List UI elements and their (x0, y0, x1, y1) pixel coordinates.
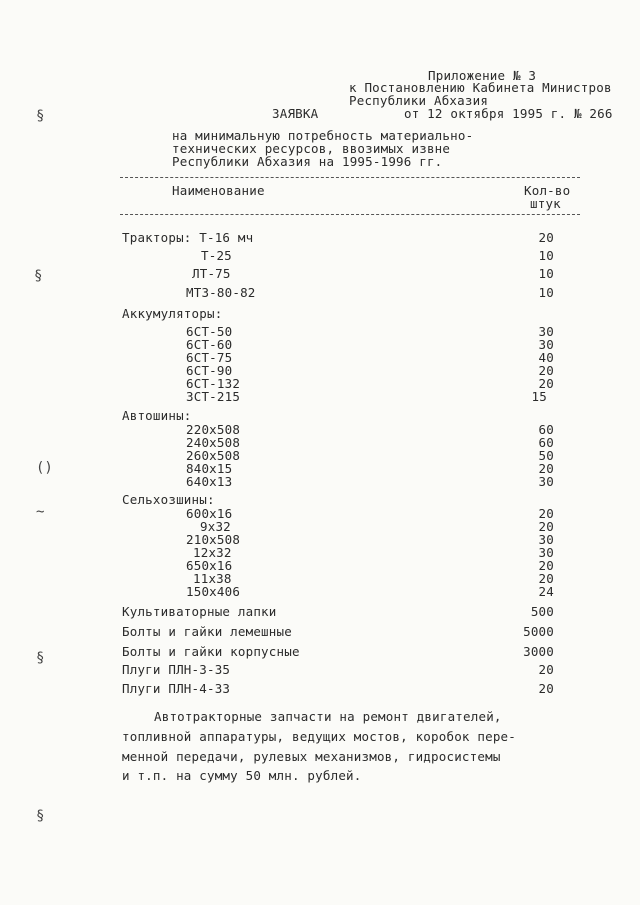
item-name: Болты и гайки корпусные (122, 644, 300, 659)
qty-cell: 20 (538, 230, 554, 245)
note-line-3: менной передачи, рулевых механизмов, гидросистемы (122, 749, 501, 764)
qty-cell: 30 (538, 337, 554, 352)
qty-cell: 60 (538, 422, 554, 437)
column-header-qty: Кол-во (524, 183, 571, 198)
item-name: 6СТ-60 (186, 337, 233, 352)
column-header-name: Наименование (172, 183, 265, 198)
item-name: 240х508 (186, 435, 241, 450)
item-name: Т-25 (201, 248, 232, 263)
qty-cell: 30 (538, 532, 554, 547)
item-name: 220х508 (186, 422, 241, 437)
qty-cell: 10 (538, 285, 554, 300)
note-line-1: Автотракторные запчасти на ремонт двигателей, (154, 709, 502, 724)
republic-name: Республики Абхазия (349, 93, 489, 108)
header-rule-top (120, 177, 580, 178)
item-name: Плуги ПЛН-4-33 (122, 681, 231, 696)
title-line-3: Республики Абхазия на 1995-1996 гг. (172, 154, 443, 169)
qty-cell: 60 (538, 435, 554, 450)
item-name: 6СТ-90 (186, 363, 233, 378)
item-name: Культиваторные лапки (122, 604, 277, 619)
item-name: 600х16 (186, 506, 233, 521)
qty-cell: 30 (538, 324, 554, 339)
qty-cell: 30 (538, 474, 554, 489)
item-name: 650х16 (186, 558, 233, 573)
qty-cell: 20 (538, 363, 554, 378)
item-name: Болты и гайки лемешные (122, 624, 292, 639)
qty-cell: 20 (538, 376, 554, 391)
item-name: 260х508 (186, 448, 241, 463)
qty-cell: 20 (538, 571, 554, 586)
qty-cell: 20 (538, 461, 554, 476)
section-autotires-label: Автошины: (122, 408, 192, 423)
qty-cell: 50 (538, 448, 554, 463)
item-name: 640х13 (186, 474, 233, 489)
section-agritires-label: Сельхозшины: (122, 492, 215, 507)
margin-mark: § (36, 108, 45, 124)
margin-mark: () (36, 460, 53, 476)
item-name: 150х406 (186, 584, 241, 599)
qty-cell: 20 (538, 506, 554, 521)
document-title: ЗАЯВКА (272, 106, 319, 121)
qty-cell: 15 (531, 389, 547, 404)
item-name: 12х32 (193, 545, 232, 560)
item-name: 3СТ-215 (186, 389, 241, 404)
qty-cell: 10 (538, 266, 554, 281)
note-line-2: топливной аппаратуры, ведущих мостов, коробок пере- (122, 729, 517, 744)
item-name: 9х32 (200, 519, 231, 534)
item-name: Плуги ПЛН-3-35 (122, 662, 231, 677)
qty-cell: 5000 (523, 624, 554, 639)
column-header-unit: штук (530, 196, 561, 211)
qty-cell: 24 (538, 584, 554, 599)
item-name: ЛТ-75 (192, 266, 231, 281)
item-name: МТЗ-80-82 (186, 285, 256, 300)
header-rule-bottom (120, 214, 580, 215)
section-tractors-label: Тракторы: Т-16 мч (122, 230, 254, 245)
title-line-2: технических ресурсов, ввозимых извне (172, 141, 451, 156)
qty-cell: 30 (538, 545, 554, 560)
item-name: 6СТ-75 (186, 350, 233, 365)
qty-cell: 20 (538, 681, 554, 696)
qty-cell: 20 (538, 662, 554, 677)
margin-mark: § (36, 808, 45, 824)
appendix-number: Приложение № 3 (428, 68, 537, 83)
section-batteries-label: Аккумуляторы: (122, 306, 223, 321)
item-name: 210х508 (186, 532, 241, 547)
decree-reference: к Постановлению Кабинета Министров (349, 80, 612, 95)
margin-mark: ~ (36, 504, 45, 520)
qty-cell: 20 (538, 519, 554, 534)
note-line-4: и т.п. на сумму 50 млн. рублей. (122, 768, 362, 783)
item-name: 11х38 (193, 571, 232, 586)
item-name: 840х15 (186, 461, 233, 476)
decree-date-number: от 12 октября 1995 г. № 266 (404, 106, 613, 121)
qty-cell: 3000 (523, 644, 554, 659)
qty-cell: 40 (538, 350, 554, 365)
item-name: 6СТ-50 (186, 324, 233, 339)
margin-mark: § (36, 650, 45, 666)
qty-cell: 500 (530, 604, 554, 619)
item-name: 6СТ-132 (186, 376, 241, 391)
qty-cell: 20 (538, 558, 554, 573)
title-line-1: на минимальную потребность материально- (172, 128, 474, 143)
margin-mark: § (34, 268, 43, 284)
qty-cell: 10 (538, 248, 554, 263)
